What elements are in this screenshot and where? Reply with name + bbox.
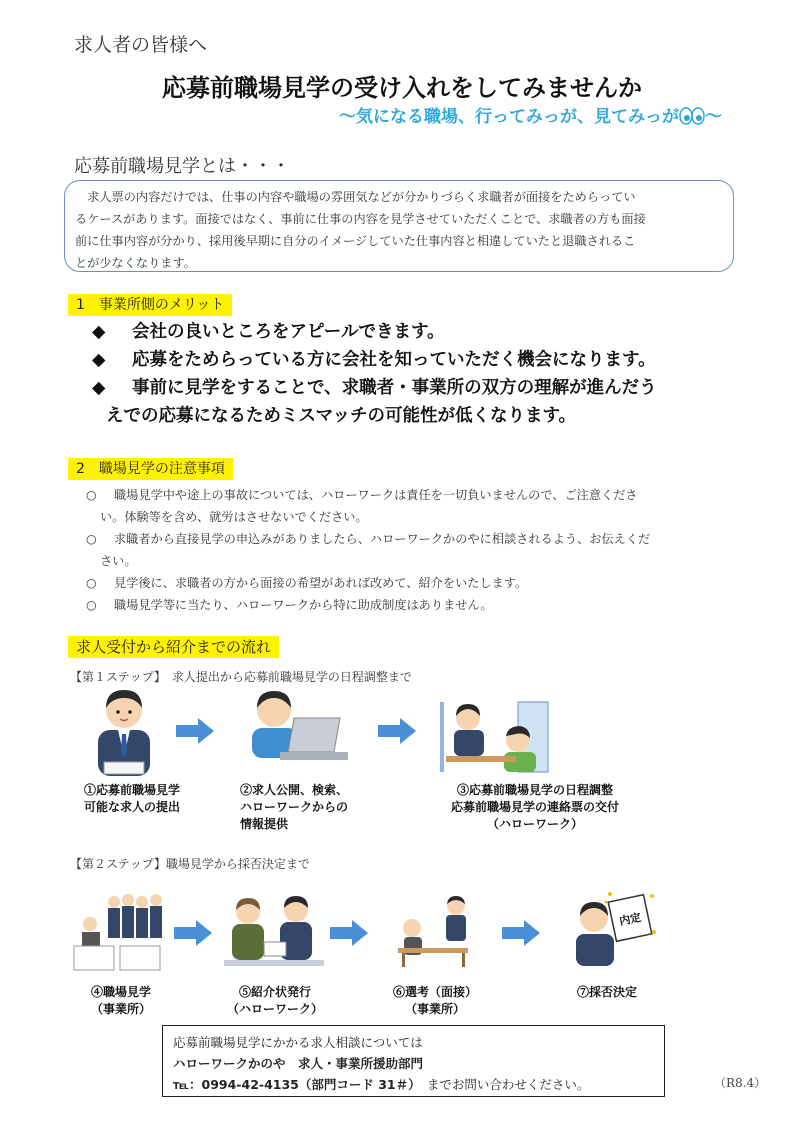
- arrow-right-icon: [330, 918, 370, 948]
- list-item-continuation: [86, 550, 736, 572]
- step-caption: [430, 782, 640, 833]
- page-title: 応募前職場見学の受け入れをしてみませんか: [162, 74, 642, 102]
- caption-line: 情報提供: [240, 817, 289, 831]
- list-item: [92, 318, 742, 346]
- circle-icon: ○: [86, 598, 97, 612]
- notes-heading-text: 2 職場見学の注意事項: [68, 458, 233, 480]
- page-subtitle: [339, 102, 722, 127]
- note-text: 求職者から直接見学の申込みがありましたら、ハローワークかのやに相談されるよう、お伝えくだ: [114, 532, 651, 546]
- arrow-right-icon: [176, 716, 216, 746]
- circle-icon: ○: [86, 532, 97, 546]
- note-text: い。体験等を含め、就労はさせないでください。: [100, 510, 368, 524]
- list-item: [86, 594, 736, 616]
- list-item: [92, 374, 742, 402]
- computer-user-illustration: [240, 688, 352, 764]
- workplace-tour-illustration: [72, 890, 170, 974]
- diamond-icon: ◆: [92, 350, 106, 370]
- businessman-illustration: [84, 686, 164, 776]
- contact-office: ハローワークかのや 求人・事業所援助部門: [173, 1056, 424, 1071]
- tel-label: ℡：: [173, 1077, 202, 1092]
- caption-line: （ハローワーク）: [486, 817, 583, 831]
- contact-box: [162, 1025, 665, 1097]
- recipient-line: 求人者の皆様へ: [74, 34, 208, 56]
- naitei-text: 内定: [618, 910, 643, 929]
- merits-list: [92, 318, 742, 430]
- caption-line: ⑥選考（面接）: [392, 985, 477, 999]
- caption-line: 可能な求人の提出: [84, 800, 181, 814]
- interview-illustration: [392, 894, 476, 968]
- caption-line: ⑤紹介状発行: [238, 985, 311, 999]
- diamond-icon: ◆: [92, 378, 106, 398]
- arrow-right-icon: [174, 918, 214, 948]
- arrow-right-icon: [502, 918, 542, 948]
- definition-line: 求人票の内容だけでは、仕事の内容や職場の雰囲気などが分かりづらく求職者が面接をためらってい: [75, 190, 636, 204]
- revision-date: （R8.4）: [714, 1076, 767, 1090]
- step-caption: [66, 984, 176, 1018]
- flow-heading-text: 求人受付から紹介までの流れ: [68, 636, 279, 658]
- step1-label: 【第１ステップ】 求人提出から応募前職場見学の日程調整まで: [70, 670, 412, 684]
- note-text: さい。: [100, 554, 137, 568]
- step-caption: [220, 984, 330, 1018]
- notes-list: [86, 484, 736, 616]
- merits-heading-text: 1 事業所側のメリット: [68, 294, 232, 316]
- merits-heading: [68, 294, 232, 316]
- caption-line: ④職場見学: [90, 985, 151, 999]
- definition-line: るケースがあります。面接ではなく、事前に仕事の内容を見学させていただくことで、求職者の方も面接: [75, 212, 646, 226]
- step-caption: [240, 782, 348, 833]
- caption-line: ハローワークからの: [240, 800, 349, 814]
- referral-illustration: [224, 892, 324, 972]
- consultation-illustration: [438, 700, 550, 780]
- list-item: [86, 484, 736, 506]
- circle-icon: ○: [86, 488, 97, 502]
- circle-icon: ○: [86, 576, 97, 590]
- tel-number: 0994-42-4135（部門コード 31＃）: [201, 1077, 415, 1092]
- definition-line: 前に仕事内容が分かり、採用後早期に自分のイメージしていた仕事内容と相違していたと退職されるこ: [75, 234, 636, 248]
- step-caption: [552, 984, 662, 1001]
- step-caption: [380, 984, 490, 1018]
- contact-line: 応募前職場見学にかかる求人相談については: [173, 1035, 423, 1050]
- job-offer-illustration: [568, 888, 656, 970]
- contact-suffix: までお問い合わせください。: [414, 1077, 590, 1092]
- subtitle-end: ～: [705, 107, 722, 127]
- caption-line: （ハローワーク）: [226, 1002, 323, 1016]
- caption-line: （事業所）: [404, 1002, 465, 1016]
- caption-line: ①応募前職場見学: [84, 783, 181, 797]
- caption-line: ⑦採否決定: [576, 985, 637, 999]
- definition-line: とが少なくなります。: [75, 256, 196, 270]
- subtitle-text: ～気になる職場、行ってみっが、見てみっが: [339, 107, 679, 127]
- list-item: [86, 572, 736, 594]
- contact-phone-line: [173, 1074, 654, 1095]
- merit-text: 応募をためらっている方に会社を知っていただく機会になります。: [132, 350, 656, 370]
- caption-line: ②求人公開、検索、: [240, 783, 349, 797]
- note-text: 見学後に、求職者の方から面接の希望があれば改めて、紹介をいたします。: [114, 576, 528, 590]
- list-item: [86, 528, 736, 550]
- merit-text: 会社の良いところをアピールできます。: [132, 322, 445, 342]
- step2-label: 【第２ステップ】職場見学から採否決定まで: [70, 857, 310, 871]
- definition-heading: 応募前職場見学とは・・・: [74, 156, 290, 177]
- caption-line: ③応募前職場見学の日程調整: [456, 783, 613, 797]
- note-text: 職場見学中や途上の事故については、ハローワークは責任を一切負いませんので、ご注意くださ: [114, 488, 638, 502]
- definition-box: [64, 180, 734, 272]
- eyes-icon: [679, 107, 705, 125]
- caption-line: 応募前職場見学の連絡票の交付: [450, 800, 619, 814]
- caption-line: （事業所）: [90, 1002, 151, 1016]
- diamond-icon: ◆: [92, 322, 106, 342]
- arrow-right-icon: [378, 716, 418, 746]
- notes-heading: [68, 458, 233, 480]
- step-caption: [84, 782, 180, 816]
- flow-heading: [68, 636, 279, 658]
- merit-text: えでの応募になるためミスマッチの可能性が低くなります。: [106, 406, 577, 426]
- list-item-continuation: [86, 506, 736, 528]
- list-item: [92, 346, 742, 374]
- merit-text: 事前に見学をすることで、求職者・事業所の双方の理解が進んだう: [132, 378, 657, 398]
- list-item-continuation: [92, 402, 742, 430]
- note-text: 職場見学等に当たり、ハローワークから特に助成制度はありません。: [114, 598, 493, 612]
